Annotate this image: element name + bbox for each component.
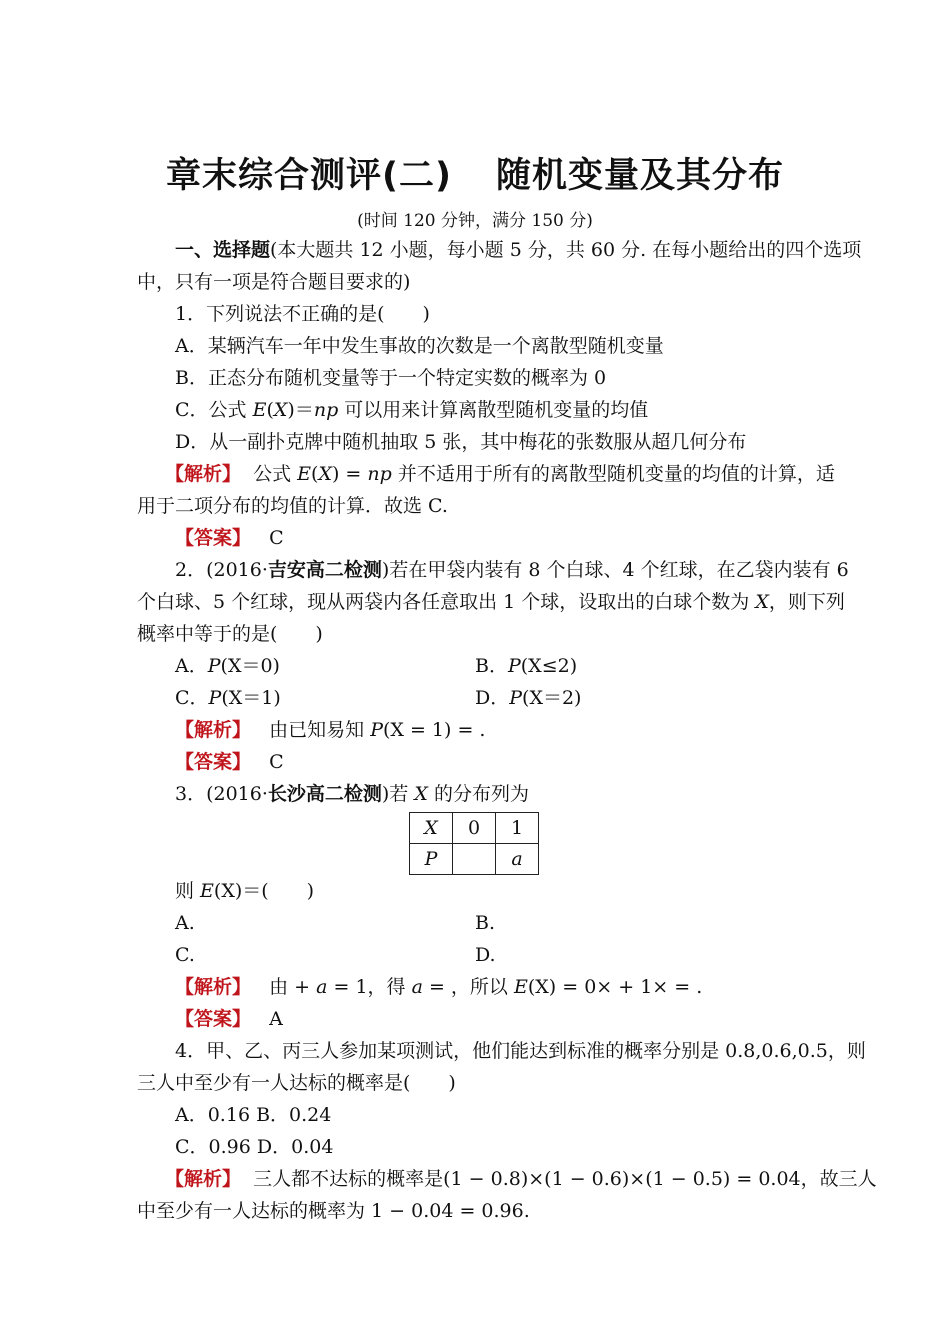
- q2-option-b: B．P(X≤2): [475, 655, 578, 677]
- q2-analysis: 【解析】 由已知易知 P(X = 1) = .: [175, 719, 486, 741]
- q4-analysis-line-2: 中至少有一人达标的概率为 1 − 0.04 = 0.96.: [137, 1200, 530, 1222]
- section-heading: 一、选择题: [175, 239, 271, 261]
- q4-analysis: 【解析】 三人都不达标的概率是(1 − 0.8)×(1 − 0.6)×(1 − 0.5) = 0.04，故三人: [165, 1168, 877, 1190]
- q3-option-b: B.: [475, 912, 496, 934]
- q4-line-1: 4．甲、乙、丙三人参加某项测试，他们能达到标准的概率分别是 0.8,0.6,0.5，则: [175, 1040, 866, 1062]
- q2-answer: 【答案】 C: [175, 751, 284, 773]
- q2-option-c: C．P(X＝1): [175, 687, 281, 709]
- analysis-tag: 【解析】: [165, 463, 242, 485]
- table-cell: X: [410, 813, 453, 844]
- q4-options-ab: A．0.16 B．0.24: [175, 1104, 332, 1126]
- section-intro-line-1: 一、选择题(本大题共 12 小题，每小题 5 分，共 60 分. 在每小题给出的四个选项: [175, 239, 862, 261]
- q1-option-b: B．正态分布随机变量等于一个特定实数的概率为 0: [175, 367, 607, 389]
- distribution-table: [409, 812, 539, 875]
- q3-line-1: 3．(2016·长沙高二检测)若 X 的分布列为: [175, 783, 529, 805]
- q2-line-1: 2．(2016·吉安高二检测)若在甲袋内装有 8 个白球、4 个红球，在乙袋内装有 6: [175, 559, 849, 581]
- q3-option-d: D.: [475, 944, 496, 966]
- q3-option-a: A.: [175, 912, 195, 934]
- q2-line-2: 个白球、5 个红球，现从两袋内各任意取出 1 个球，设取出的白球个数为 X，则下列: [137, 591, 845, 613]
- title-left: 章末综合测评(二): [165, 156, 452, 196]
- q4-line-2: 三人中至少有一人达标的概率是( ): [137, 1072, 456, 1094]
- table-cell: a: [496, 844, 539, 875]
- q1-option-a: A．某辆汽车一年中发生事故的次数是一个离散型随机变量: [175, 335, 664, 357]
- table-cell: 1: [496, 813, 539, 844]
- table-cell: P: [410, 844, 453, 875]
- table-row: [410, 844, 539, 875]
- q3-answer-value: A: [269, 1008, 283, 1030]
- answer-tag: 【答案】: [175, 527, 252, 549]
- section-intro-line-2: 中，只有一项是符合题目要求的): [137, 271, 411, 293]
- q3-analysis: 【解析】 由 + a = 1，得 a = ，所以 E(X) = 0× + 1× = .: [175, 976, 703, 998]
- table-row: [410, 813, 539, 844]
- q2-option-d: D．P(X＝2): [475, 687, 582, 709]
- q1-analysis: 【解析】 公式 E(X) = np 并不适用于所有的离散型随机变量的均值的计算，适: [165, 463, 835, 485]
- q1-option-d: D．从一副扑克牌中随机抽取 5 张，其中梅花的张数服从超几何分布: [175, 431, 747, 453]
- q2-answer-value: C: [269, 751, 284, 773]
- title-right: 随机变量及其分布: [495, 156, 784, 196]
- q2-option-a: A．P(X＝0): [175, 655, 280, 677]
- q3-ask: 则 E(X)＝( ): [175, 880, 315, 902]
- q1-answer: [175, 525, 284, 551]
- q4-options-cd: C．0.96 D．0.04: [175, 1136, 334, 1158]
- q1-analysis-line-2: 用于二项分布的均值的计算．故选 C.: [137, 495, 448, 517]
- q2-line-3: 概率中等于的是( ): [137, 623, 323, 645]
- q1-option-c: C．公式 E(X)＝np 可以用来计算离散型随机变量的均值: [175, 399, 649, 421]
- q1-answer-value: C: [269, 527, 284, 549]
- subtitle: (时间 120 分钟，满分 150 分): [357, 211, 593, 231]
- page-title: [0, 148, 950, 198]
- q3-answer: 【答案】 A: [175, 1008, 283, 1030]
- table-cell: 0: [453, 813, 496, 844]
- q3-option-c: C.: [175, 944, 195, 966]
- table-cell: [453, 844, 496, 875]
- q1-stem: 1．下列说法不正确的是( ): [175, 303, 430, 325]
